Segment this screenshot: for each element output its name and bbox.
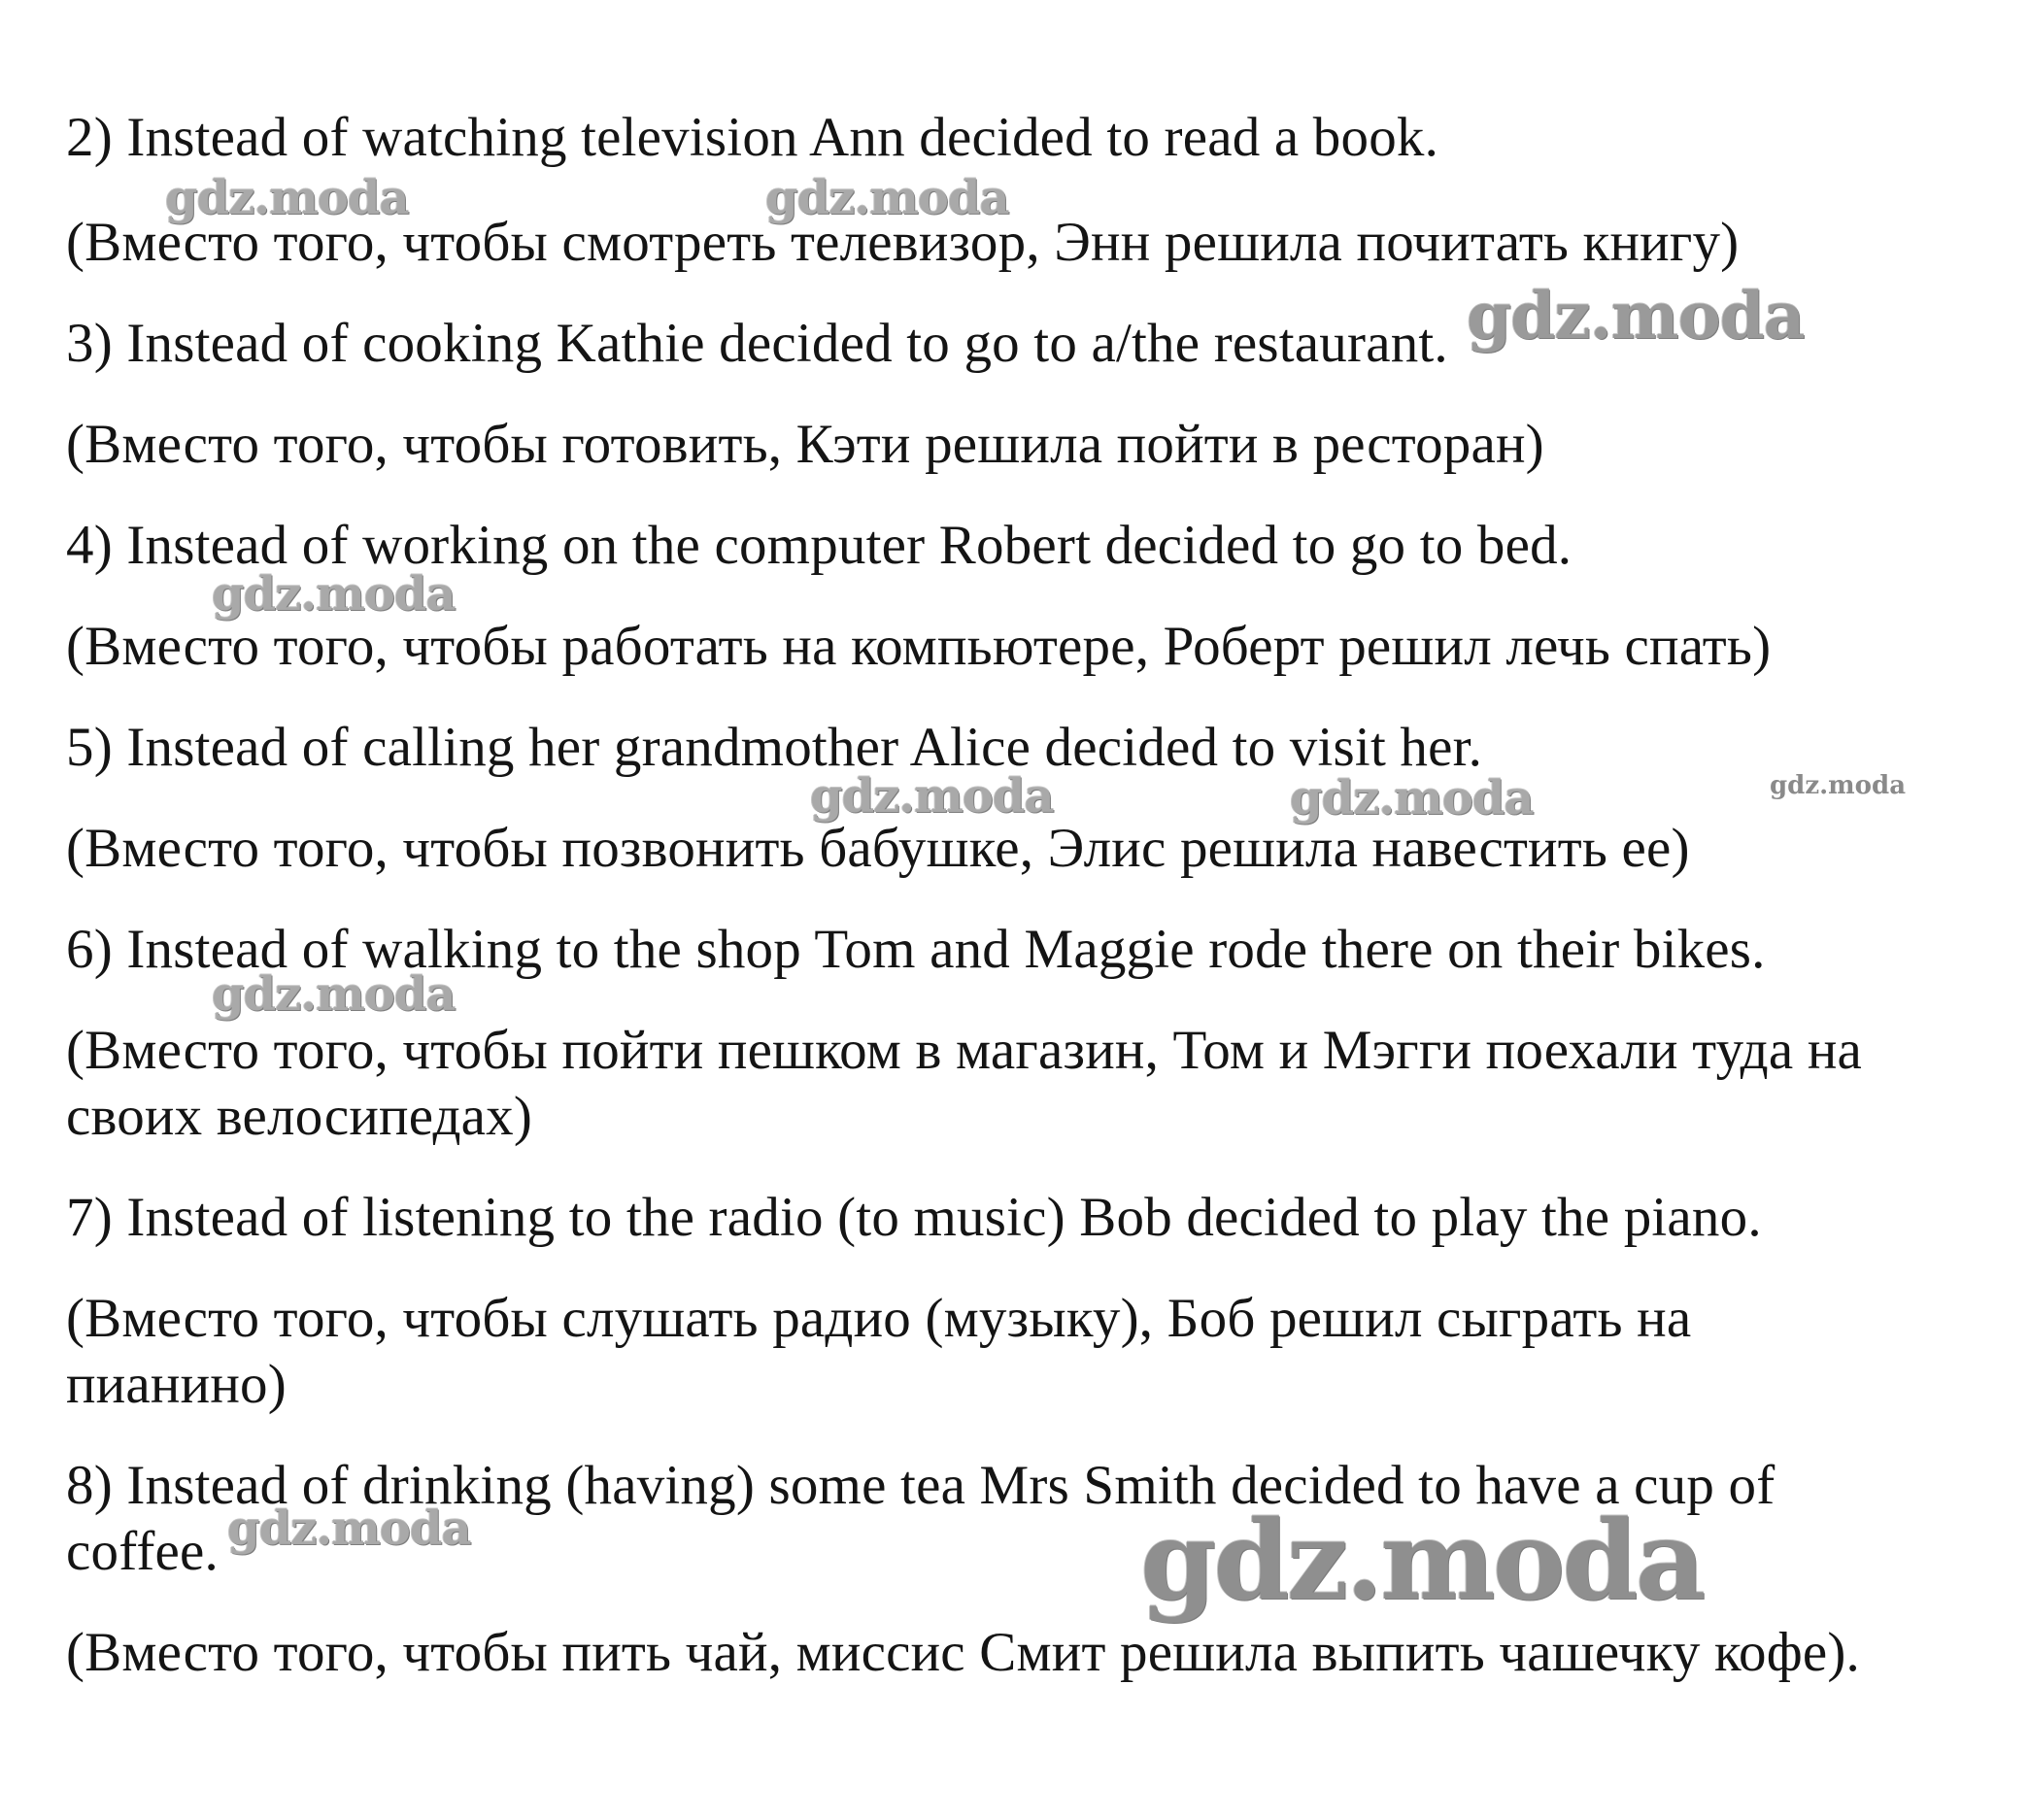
answer-6-translation-line-2: своих велосипедах): [66, 1086, 533, 1147]
answer-8-english-line-1: 8) Instead of drinking (having) some tea Mrs Smith decided to have a cup of: [66, 1455, 1775, 1516]
answer-3-english: 3) Instead of cooking Kathie decided to go to a/the restaurant.: [66, 313, 1448, 374]
watermark: gdz.moda: [1290, 771, 1534, 826]
watermark: gdz.moda: [1770, 771, 1907, 800]
answer-7-translation-line-1: (Вместо того, чтобы слушать радио (музыку), Боб решил сыграть на: [66, 1288, 1692, 1349]
answer-2-english: 2) Instead of watching television Ann decided to read a book.: [66, 107, 1439, 168]
answer-7-translation-line-2: пианино): [66, 1354, 287, 1415]
watermark: gdz.moda: [1467, 278, 1805, 354]
answer-5-english: 5) Instead of calling her grandmother Alice decided to visit her.: [66, 717, 1483, 778]
answer-6-english: 6) Instead of walking to the shop Tom and Maggie rode there on their bikes.: [66, 919, 1766, 980]
answer-2-translation: (Вместо того, чтобы смотреть телевизор, Энн решила почитать книгу): [66, 212, 1740, 273]
answer-7-english: 7) Instead of listening to the radio (to music) Bob decided to play the piano.: [66, 1187, 1762, 1248]
watermark: gdz.moda: [810, 769, 1054, 824]
watermark: gdz.moda: [212, 967, 456, 1022]
answer-8-translation: (Вместо того, чтобы пить чай, миссис Смит решила выпить чашечку кофе).: [66, 1622, 1860, 1683]
watermark: gdz.moda: [227, 1501, 471, 1556]
watermark: gdz.moda: [165, 171, 409, 225]
answer-4-translation: (Вместо того, чтобы работать на компьютере, Роберт решил лечь спать): [66, 616, 1772, 677]
watermark: gdz.moda: [1140, 1498, 1704, 1625]
answer-3-translation: (Вместо того, чтобы готовить, Кэти решила пойти в ресторан): [66, 414, 1544, 475]
answer-4-english: 4) Instead of working on the computer Robert decided to go to bed.: [66, 515, 1572, 576]
answer-6-translation-line-1: (Вместо того, чтобы пойти пешком в магазин, Том и Мэгги поехали туда на: [66, 1020, 1863, 1081]
answer-8-english-line-2: coffee.: [66, 1521, 219, 1582]
answer-5-translation: (Вместо того, чтобы позвонить бабушке, Элис решила навестить ее): [66, 818, 1690, 879]
watermark: gdz.moda: [212, 567, 456, 622]
watermark: gdz.moda: [765, 171, 1009, 225]
